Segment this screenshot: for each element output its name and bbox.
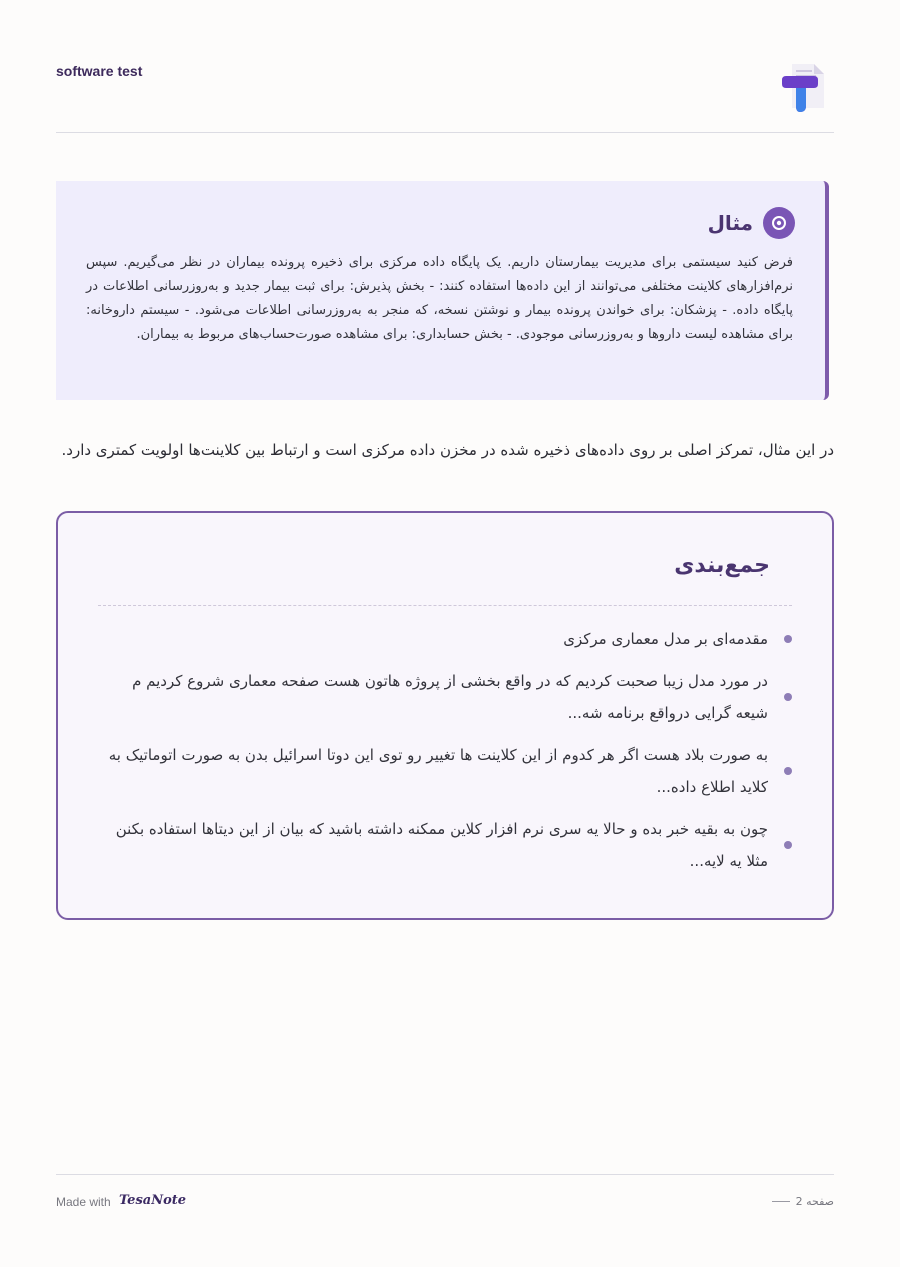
summary-item — [98, 665, 792, 729]
summary-item — [98, 739, 792, 803]
summary-item-text: مقدمه‌ای بر مدل معماری مرکزی — [563, 630, 768, 648]
bullet-icon — [784, 841, 792, 849]
summary-item-text: در مورد مدل زیبا صحبت کردیم که در واقع بخشی از پروژه هاتون هست صفحه معماری شروع کردیم م شیعه گرایی درواقع برنامه شه... — [132, 672, 768, 722]
page-number — [772, 1195, 834, 1208]
bullet-icon — [784, 767, 792, 775]
page-number-line — [772, 1201, 790, 1202]
target-icon — [763, 207, 795, 239]
brand-logo[interactable]: TesaNote — [119, 1193, 187, 1208]
example-title: مثال — [707, 211, 753, 235]
summary-item-text: به صورت بلاد هست اگر هر کدوم از این کلاینت ها تغییر رو توی این دوتا اسرائیل بدن به صورت اتوماتیک به کلاید اطلاع داده... — [108, 746, 768, 796]
page-header — [56, 50, 834, 133]
document-title: software test — [56, 63, 143, 79]
page-number-label: صفحه 2 — [795, 1195, 834, 1208]
bullet-icon — [784, 635, 792, 643]
example-header — [708, 207, 795, 239]
made-with-label: Made with — [56, 1195, 111, 1209]
bullet-icon — [784, 693, 792, 701]
summary-item — [98, 813, 792, 877]
summary-card — [56, 511, 834, 920]
page-footer — [56, 1174, 834, 1215]
app-logo-icon — [778, 60, 828, 114]
example-body: فرض کنید سیستمی برای مدیریت بیمارستان داریم. یک پایگاه داده مرکزی برای ذخیره پرونده بیماران در نظر می‌گیریم. سپس نرم‌افزارهای کلاینت مختلفی می‌توانند از این داده‌ها استفاده کنند: - بخش پذیرش: برای ثبت بیمار جدید و به‌روزرسانی اطلاعات در پایگاه داده. - پزشکان: برای خواندن پرونده بیمار و نوشتن نسخه، که منجر به به‌روزرسانی اطلاعات می‌شود. - سیستم داروخانه: برای مشاهده لیست داروها و به‌روزرسانی موجودی. - بخش حسابداری: برای مشاهده صورت‌حساب‌های مربوط به بیماران. — [86, 255, 793, 342]
summary-item-text: چون به بقیه خبر بده و حالا یه سری نرم افزار کلاین ممکنه داشته باشید که بیان از این دیتاها استفاده بکنن مثلا یه لایه... — [115, 820, 768, 870]
example-callout — [56, 181, 829, 400]
summary-divider — [98, 605, 792, 606]
summary-item — [98, 623, 792, 655]
body-paragraph: در این مثال، تمرکز اصلی بر روی داده‌های ذخیره شده در مخزن داده مرکزی است و ارتباط بین کلاینت‌ها اولویت کمتری دارد. — [61, 441, 834, 459]
summary-list — [98, 623, 792, 887]
summary-title: جمع‌بندی — [674, 553, 770, 578]
